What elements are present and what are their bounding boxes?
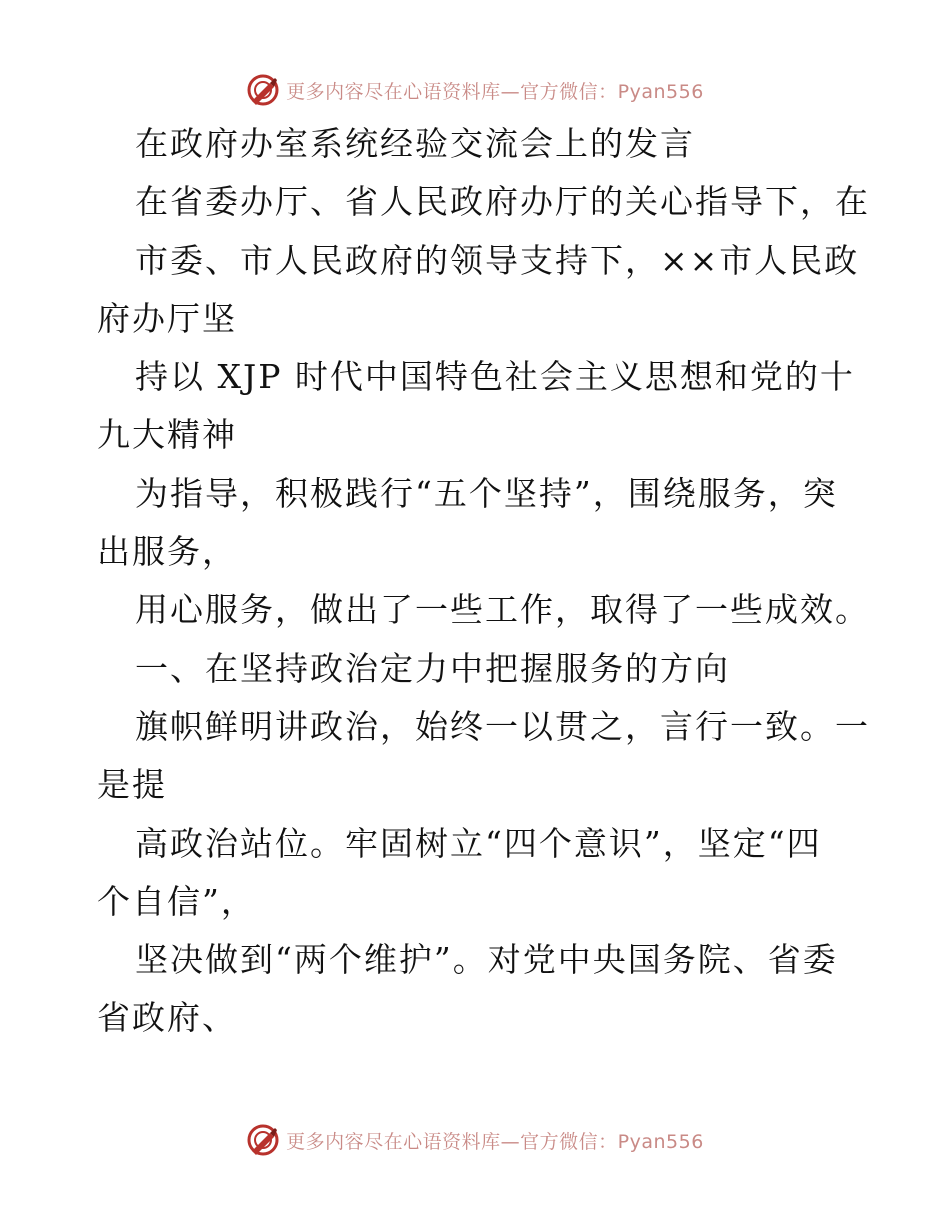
text-line: 在政府办室系统经验交流会上的发言 [135, 124, 695, 163]
header-banner [0, 70, 950, 110]
text-line: 为指导，积极践行“五个坚持”，围绕服务，突 [135, 473, 838, 513]
text-line: 坚决做到“两个维护”。对党中央国务院、省委 [135, 940, 838, 980]
text-line: 高政治站位。牢固树立“四个意识”，坚定“四 [135, 823, 822, 863]
text-line: 旗帜鲜明讲政治，始终一以贯之，言行一致。一 [135, 706, 870, 746]
text-line: 九大精神 [97, 415, 237, 455]
pen-logo-icon [246, 1123, 280, 1157]
footer-banner-inner [246, 1123, 704, 1157]
header-banner-text: 更多内容尽在心语资料库—官方微信：Pyan556 [286, 80, 704, 103]
footer-banner [0, 1120, 950, 1160]
text-line: 是提 [97, 765, 167, 805]
text-line: 市委、市人民政府的领导支持下，××市人民政 [135, 240, 860, 280]
document-body [97, 115, 870, 1048]
header-banner-inner [246, 73, 704, 107]
footer-banner-text: 更多内容尽在心语资料库—官方微信：Pyan556 [286, 1130, 704, 1153]
text-line: 个自信”， [97, 881, 256, 921]
text-line: 省政府、 [97, 998, 237, 1038]
text-line: 出服务， [97, 532, 237, 572]
text-line: 持以 XJP 时代中国特色社会主义思想和党的十 [135, 357, 855, 397]
text-line: 一、在坚持政治定力中把握服务的方向 [135, 648, 730, 688]
pen-logo-icon [246, 73, 280, 107]
text-line: 在省委办厅、省人民政府办厅的关心指导下，在 [135, 182, 870, 222]
text-line: 用心服务，做出了一些工作，取得了一些成效。 [135, 590, 870, 630]
text-line: 府办厅坚 [97, 298, 237, 338]
